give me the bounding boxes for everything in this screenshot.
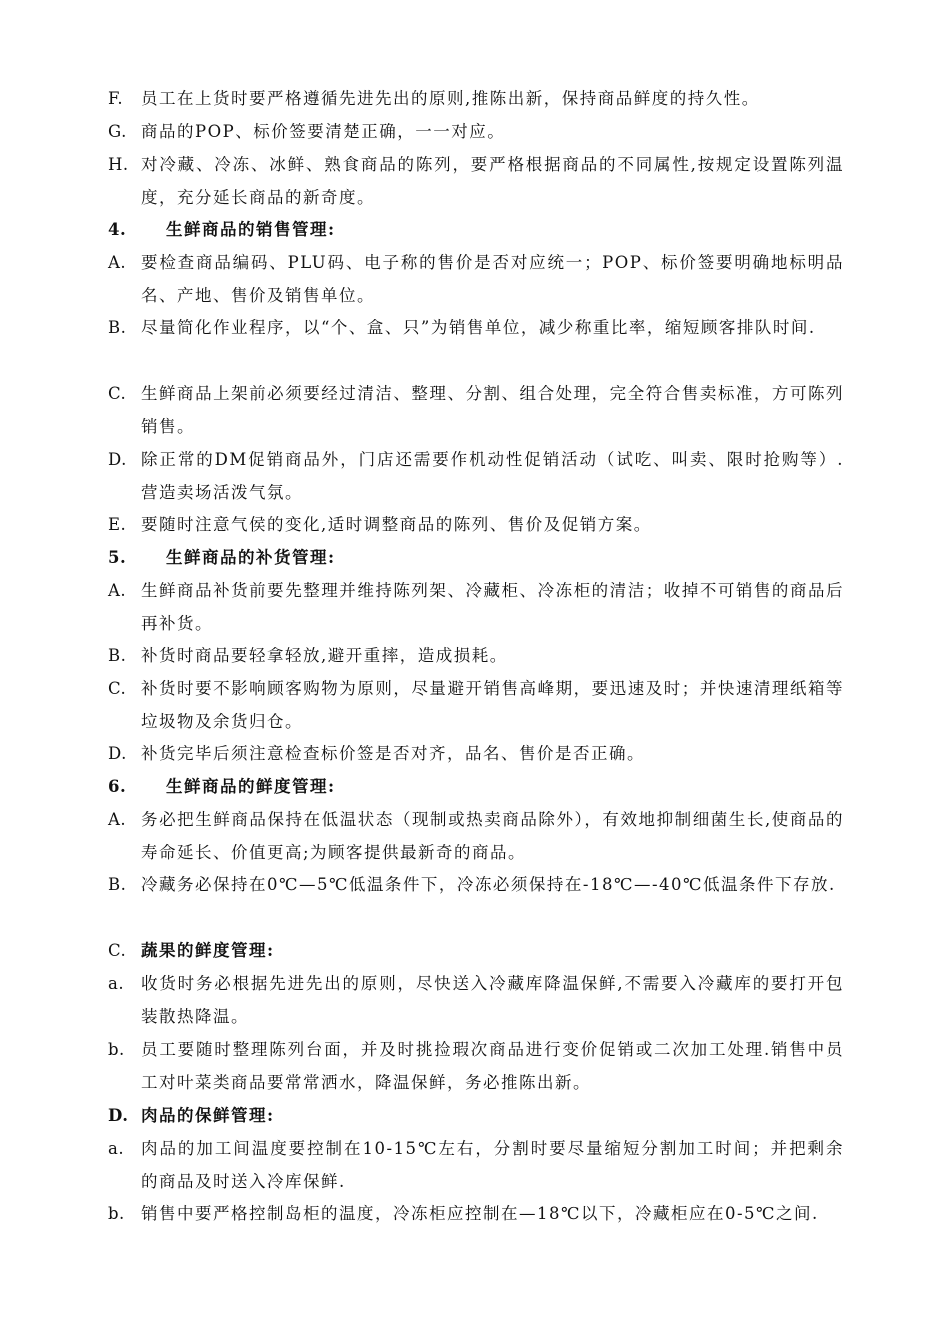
item-marker: a. [108, 974, 125, 993]
section-number: 6. [108, 777, 127, 796]
list-item [108, 868, 844, 901]
item-marker: F. [108, 89, 124, 108]
section-heading [108, 541, 844, 574]
item-text: 对冷藏、冷冻、冰鲜、熟食商品的陈列，要严格根据商品的不同属性,按规定设置陈列温度，充分延长商品的新奇度。 [141, 155, 844, 207]
list-item [108, 1197, 844, 1230]
list-item [108, 967, 844, 1033]
item-marker: b. [108, 1204, 125, 1223]
item-text: 商品的POP、标价签要清楚正确，一一对应。 [141, 122, 506, 141]
item-text: 员工要随时整理陈列台面，并及时挑捡瑕次商品进行变价促销或二次加工处理.销售中员工对叶菜类商品要常常洒水，降温保鲜，务必推陈出新。 [141, 1040, 844, 1092]
list-item [108, 148, 844, 214]
item-marker: B. [108, 318, 127, 337]
list-item [108, 639, 844, 672]
item-text: 收货时务必根据先进先出的原则，尽快送入冷藏库降温保鲜,不需要入冷藏库的要打开包装散热降温。 [141, 974, 844, 1026]
list-item [108, 737, 844, 770]
section-title: 生鲜商品的销售管理: [166, 220, 336, 239]
item-marker: G. [108, 122, 127, 141]
item-marker: A. [108, 581, 127, 600]
item-text: 除正常的DM促销商品外，门店还需要作机动性促销活动（试吃、叫卖、限时抢购等）.营造卖场活泼气氛。 [141, 450, 844, 502]
item-marker: D. [108, 450, 127, 469]
list-item [108, 377, 844, 443]
item-marker: A. [108, 253, 127, 272]
item-text: 肉品的加工间温度要控制在10-15℃左右，分割时要尽量缩短分割加工时间；并把剩余的商品及时送入冷库保鲜. [141, 1139, 844, 1191]
subsection-heading [108, 1099, 844, 1132]
item-text: 补货时商品要轻拿轻放,避开重摔，造成损耗。 [141, 646, 508, 665]
item-marker: B. [108, 646, 127, 665]
section-heading [108, 770, 844, 803]
item-marker: B. [108, 875, 127, 894]
item-text: 冷藏务必保持在0℃—5℃低温条件下，冷冻必须保持在-18℃—-40℃低温条件下存放. [141, 875, 836, 894]
list-item [108, 672, 844, 738]
item-text: 销售中要严格控制岛柜的温度，冷冻柜应控制在—18℃以下，冷藏柜应在0-5℃之间. [141, 1204, 819, 1223]
section-heading [108, 213, 844, 246]
section-title: 生鲜商品的补货管理: [166, 548, 336, 567]
section-number: 5. [108, 548, 127, 567]
item-text: 要随时注意气侯的变化,适时调整商品的陈列、售价及促销方案。 [141, 515, 652, 534]
item-marker: A. [108, 810, 127, 829]
list-item [108, 311, 844, 344]
list-item [108, 508, 844, 541]
item-text: 要检查商品编码、PLU码、电子称的售价是否对应统一；POP、标价签要明确地标明品名、产地、售价及销售单位。 [141, 253, 844, 305]
subsection-title: 肉品的保鲜管理: [141, 1106, 275, 1125]
item-marker: E. [108, 515, 127, 534]
item-text: 补货时要不影响顾客购物为原则，尽量避开销售高峰期，要迅速及时；并快速清理纸箱等垃圾物及余货归仓。 [141, 679, 844, 731]
subsection-heading [108, 934, 844, 967]
section-title: 生鲜商品的鲜度管理: [166, 777, 336, 796]
item-marker: a. [108, 1139, 125, 1158]
item-marker: C. [108, 679, 127, 698]
item-text: 务必把生鲜商品保持在低温状态（现制或热卖商品除外），有效地抑制细菌生长,使商品的寿命延长、价值更高;为顾客提供最新奇的商品。 [141, 810, 844, 862]
list-item [108, 803, 844, 869]
item-text: 员工在上货时要严格遵循先进先出的原则,推陈出新，保持商品鲜度的持久性。 [141, 89, 760, 108]
item-marker: D. [108, 744, 127, 763]
list-item [108, 1033, 844, 1099]
subsection-marker: D. [108, 1106, 129, 1125]
subsection-marker: C. [108, 941, 127, 960]
item-text: 尽量简化作业程序，以“个、盒、只”为销售单位，减少称重比率，缩短顾客排队时间. [141, 318, 816, 337]
list-item [108, 246, 844, 312]
list-item [108, 574, 844, 640]
list-item [108, 115, 844, 148]
list-item [108, 82, 844, 115]
section-number: 4. [108, 220, 127, 239]
list-item [108, 443, 844, 509]
subsection-title: 蔬果的鲜度管理: [141, 941, 275, 960]
item-text: 生鲜商品上架前必须要经过清洁、整理、分割、组合处理，完全符合售卖标准，方可陈列销售。 [141, 384, 844, 436]
list-item [108, 1132, 844, 1198]
item-text: 生鲜商品补货前要先整理并维持陈列架、冷藏柜、冷冻柜的清洁；收掉不可销售的商品后再补货。 [141, 581, 844, 633]
item-marker: C. [108, 384, 127, 403]
item-marker: b. [108, 1040, 125, 1059]
item-text: 补货完毕后须注意检查标价签是否对齐，品名、售价是否正确。 [141, 744, 645, 763]
item-marker: H. [108, 155, 129, 174]
